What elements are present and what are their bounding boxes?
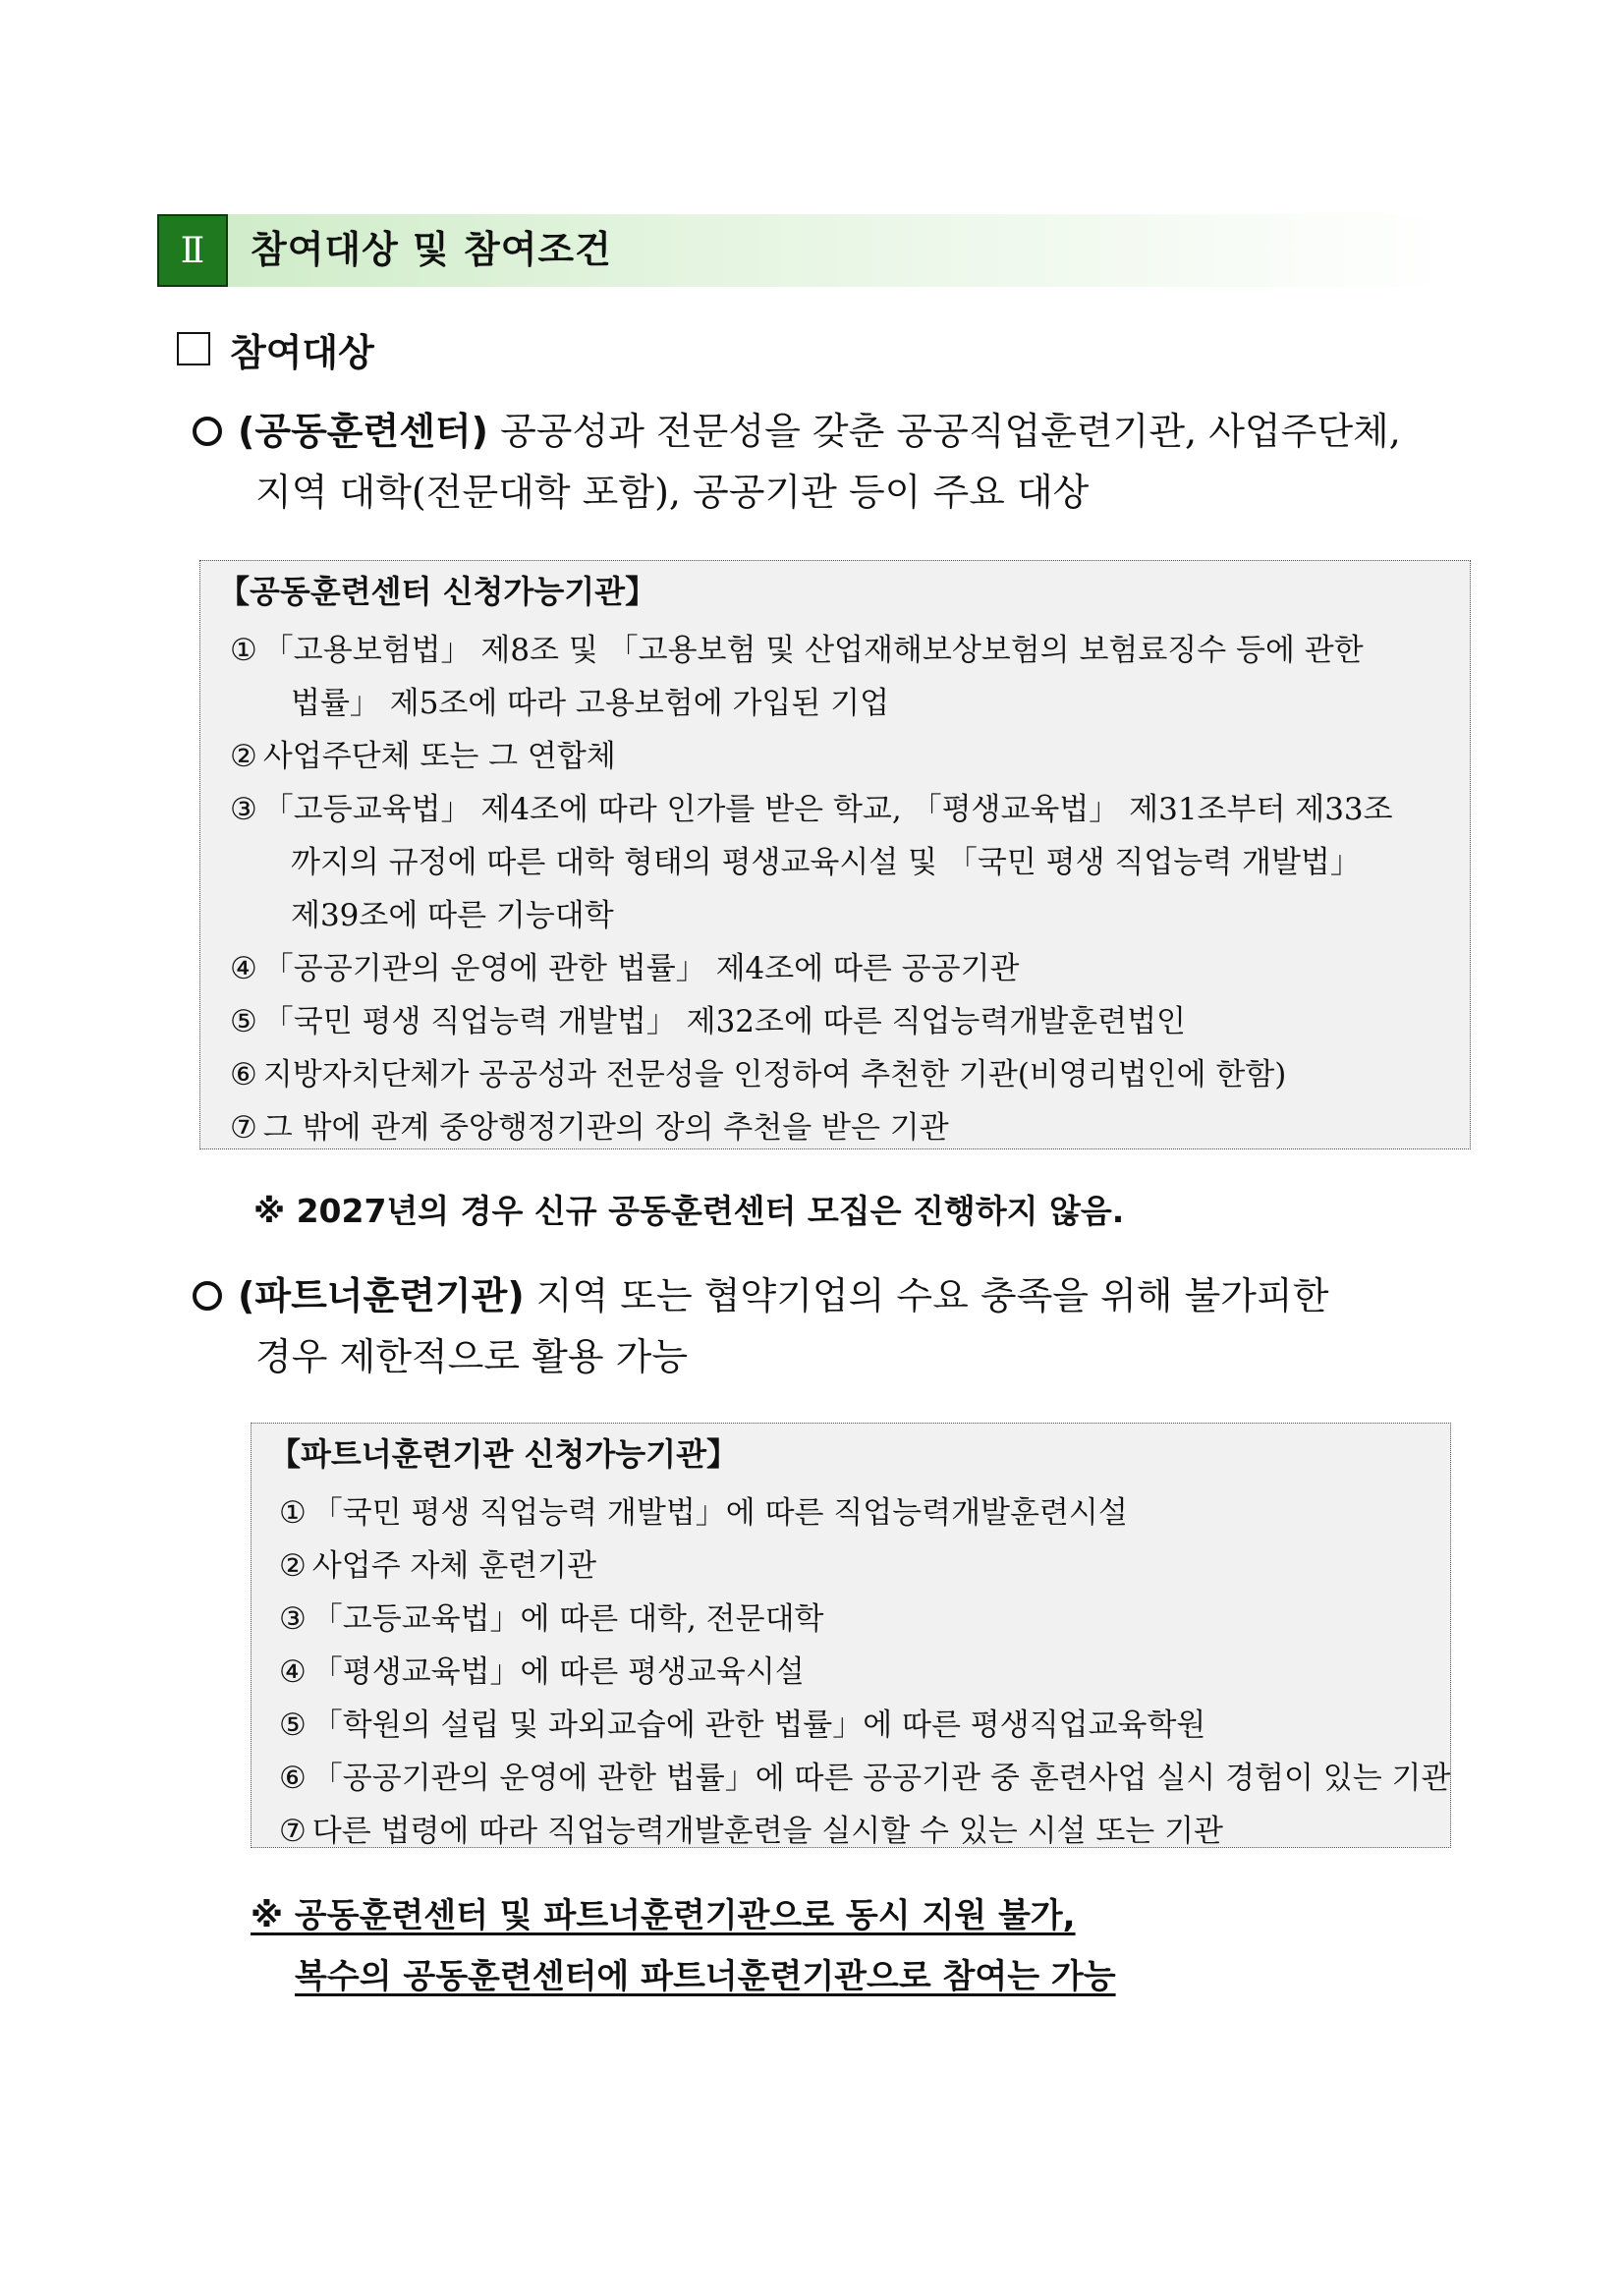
item-text: 「국민 평생 직업능력 개발법」에 따른 직업능력개발훈련시설 (311, 1495, 1128, 1531)
partner-eligible-box (251, 1423, 1451, 1848)
section-number: Ⅱ (157, 214, 228, 287)
item-text-cont: 까지의 규정에 따른 대학 형태의 평생교육시설 및 「국민 평생 직업능력 개발법」 (291, 845, 1361, 880)
box-item (230, 624, 1470, 677)
item-text-cont: 제39조에 따른 기능대학 (291, 898, 614, 933)
item-text: 「고등교육법」에 따른 대학, 전문대학 (311, 1601, 824, 1637)
item-text: 그 밖에 관계 중앙행정기관의 장의 추천을 받은 기관 (262, 1110, 949, 1146)
box-item (279, 1699, 1450, 1752)
bullet-lead: (파트너훈련기관) (238, 1274, 525, 1317)
subsection-title: 참여대상 (230, 330, 374, 374)
item-text: 지방자치단체가 공공성과 전문성을 인정하여 추천한 기관(비영리법인에 한함) (262, 1057, 1287, 1092)
note-duplicate-line1: ※ 공동훈련센터 및 파트너훈련기관으로 동시 지원 불가, (251, 1896, 1076, 1935)
item-number: ③ (279, 1601, 307, 1637)
box-item (230, 783, 1470, 836)
item-number: ⑦ (230, 1110, 257, 1146)
bullet-text: 공공성과 전문성을 갖춘 공공직업훈련기관, 사업주단체, (487, 410, 1401, 453)
item-number: ⑤ (279, 1708, 307, 1743)
box-item (230, 1101, 1470, 1154)
item-number: ④ (279, 1654, 307, 1690)
item-text: 다른 법령에 따라 직업능력개발훈련을 실시할 수 있는 시설 또는 기관 (311, 1814, 1223, 1849)
bullet-text-cont: 지역 대학(전문대학 포함), 공공기관 등이 주요 대상 (255, 471, 1090, 514)
box-item (279, 1805, 1450, 1858)
note-duplicate-line2: 복수의 공동훈련센터에 파트너훈련기관으로 참여는 가능 (295, 1957, 1116, 1996)
box-item (279, 1752, 1450, 1805)
item-text: 사업주단체 또는 그 연합체 (262, 739, 616, 774)
circle-bullet-icon (193, 1281, 222, 1311)
bullet-partner-training (193, 1265, 1328, 1387)
item-number: ② (230, 739, 257, 774)
item-number: ④ (230, 951, 257, 986)
item-text-cont: 법률」 제5조에 따라 고용보험에 가입된 기업 (291, 686, 890, 721)
item-text: 「공공기관의 운영에 관한 법률」에 따른 공공기관 중 훈련사업 실시 경험이 있는 기관 (311, 1761, 1451, 1796)
item-text: 「고용보험법」 제8조 및 「고용보험 및 산업재해보상보험의 보험료징수 등에 관한 (262, 633, 1364, 668)
item-text: 사업주 자체 훈련기관 (311, 1548, 597, 1584)
item-number: ⑤ (230, 1004, 257, 1039)
box-item-list (200, 624, 1470, 1154)
bullet-text-cont: 경우 제한적으로 활용 가능 (255, 1335, 689, 1378)
box-item (279, 1486, 1450, 1540)
circle-bullet-icon (193, 417, 222, 446)
square-bullet-icon (177, 332, 210, 365)
item-number: ① (230, 633, 257, 668)
item-number: ⑥ (230, 1057, 257, 1092)
box-title: 【공동훈련센터 신청가능기관】 (218, 573, 657, 610)
bullet-text: 지역 또는 협약기업의 수요 충족을 위해 불가피한 (524, 1274, 1329, 1317)
joint-center-eligible-box (199, 560, 1471, 1149)
item-text: 「고등교육법」 제4조에 따라 인가를 받은 학교, 「평생교육법」 제31조부터 제33조 (262, 792, 1393, 827)
item-number: ① (279, 1495, 307, 1531)
item-number: ⑥ (279, 1761, 307, 1796)
section-title: 참여대상 및 참여조건 (251, 228, 612, 271)
item-text: 「공공기관의 운영에 관한 법률」 제4조에 따른 공공기관 (262, 951, 1020, 986)
box-item (279, 1593, 1450, 1646)
box-item (279, 1540, 1450, 1593)
item-text: 「평생교육법」에 따른 평생교육시설 (311, 1654, 805, 1690)
item-text: 「국민 평생 직업능력 개발법」 제32조에 따른 직업능력개발훈련법인 (262, 1004, 1186, 1039)
subsection-heading (177, 324, 374, 373)
box-item (230, 1048, 1470, 1101)
item-number: ⑦ (279, 1814, 307, 1849)
item-number: ③ (230, 792, 257, 827)
box-title: 【파트너훈련기관 신청가능기관】 (269, 1435, 738, 1473)
bullet-lead: (공동훈련센터) (238, 410, 488, 453)
note-2027: ※ 2027년의 경우 신규 공동훈련센터 모집은 진행하지 않음. (253, 1192, 1125, 1230)
box-item-list (252, 1486, 1450, 1858)
box-item (230, 942, 1470, 995)
bullet-joint-training-center (193, 401, 1401, 523)
box-item (230, 995, 1470, 1048)
item-text: 「학원의 설립 및 과외교습에 관한 법률」에 따른 평생직업교육학원 (311, 1708, 1206, 1743)
box-item (279, 1646, 1450, 1699)
box-item (230, 730, 1470, 783)
item-number: ② (279, 1548, 307, 1584)
